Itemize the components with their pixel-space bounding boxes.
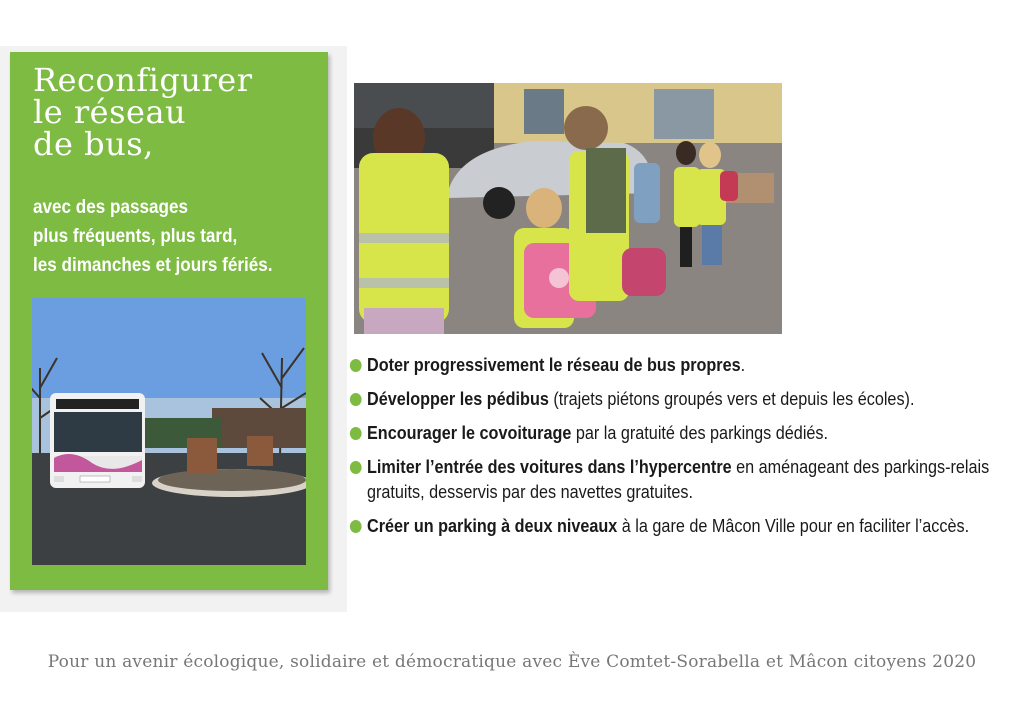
bus-photo	[32, 298, 306, 565]
bullet-text: (trajets piétons groupés vers et depuis les écoles).	[548, 389, 915, 409]
footer-tagline: Pour un avenir écologique, solidaire et démocratique avec Ève Comtet-Sorabella et Mâcon citoyens 2020	[47, 652, 977, 672]
bullet-item	[349, 421, 1024, 446]
subtitle-line: les dimanches et jours fériés.	[33, 255, 273, 276]
bullet-item	[349, 387, 1024, 412]
panel-title	[33, 61, 323, 163]
bullet-bold: Créer un parking à deux niveaux	[367, 516, 618, 536]
bullet-item	[349, 353, 1024, 378]
title-line: Reconfigurer	[33, 61, 253, 99]
bullet-dot-icon	[350, 461, 362, 474]
bullet-dot-icon	[350, 520, 362, 533]
bullet-item	[349, 455, 1024, 505]
bullet-bold: Limiter l’entrée des voitures dans l’hypercentre	[367, 457, 732, 477]
children-walking-illustration	[354, 83, 782, 334]
panel-subtitle	[33, 193, 294, 280]
bullet-bold: Encourager le covoiturage	[367, 423, 572, 443]
bullet-text: par la gratuité des parkings dédiés.	[571, 423, 829, 443]
title-line: de bus,	[33, 125, 154, 163]
title-line: le réseau	[33, 93, 187, 131]
bullet-bold: Développer les pédibus	[367, 389, 549, 409]
bullet-dot-icon	[350, 393, 362, 406]
bullet-text: à la gare de Mâcon Ville pour en faciliter l’accès.	[617, 516, 970, 536]
pedibus-photo	[354, 83, 782, 334]
bullet-bold: Doter progressivement le réseau de bus propres	[367, 355, 741, 375]
bullet-dot-icon	[350, 359, 362, 372]
bullet-item	[349, 514, 1024, 539]
subtitle-line: plus fréquents, plus tard,	[33, 226, 238, 247]
bus-illustration	[32, 298, 306, 565]
bullet-list	[349, 353, 1009, 548]
bullet-dot-icon	[350, 427, 362, 440]
subtitle-line: avec des passages	[33, 197, 188, 218]
bullet-text: .	[740, 355, 746, 375]
bullet-text: en aménageant des parkings-relais gratuits, desservis par des navettes gratuites.	[367, 457, 990, 502]
